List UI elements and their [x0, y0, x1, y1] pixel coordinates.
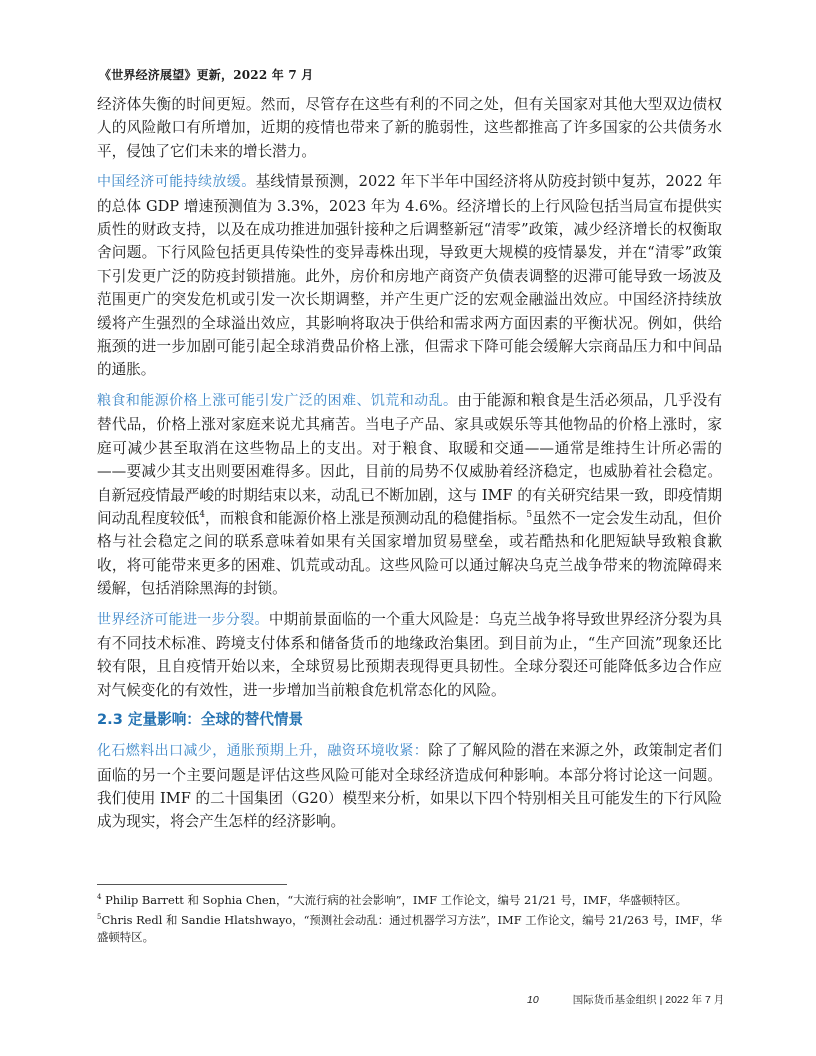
paragraph-text-china: 基线情景预测，2022 年下半年中国经济将从防疫封锁中复苏，2022 年的总体 GDP 增速预测值为 3.3%，2023 年为 4.6%。经济增长的上行风险包括当局宣布提供实质性的财政支持，以及在成功推进加强针接种之后调整新冠“清零”政策，减少经济增长的权衡取舍问题。下行风险包括更具传染性的变异毒株出现，导致更大规模的疫情暴发，并在“清零”政策下引发更广泛的防疫封锁措施。此外，房价和房地产商资产负债表调整的迟滞可能导致一场波及范围更广的突发危机或引发一次长期调整，并产生更广泛的宏观金融溢出效应。中国经济持续放缓将产生强烈的全球溢出效应，其影响将取决于供给和需求两方面因素的平衡状况。例如，供给瓶颈的进一步加剧可能引起全球消费品价格上涨，但需求下降可能会缓解大宗商品压力和中间品的通胀。: [97, 173, 722, 379]
paragraph-fossil-fuel: [97, 739, 722, 834]
paragraph-text-food-energy-c: 虽然不一定会发生动乱，但价格与社会稳定之间的联系意味着如果有关国家增加贸易壁垒，或若酷热和化肥短缺导致粮食歉收，将可能带来更多的困难、饥荒或动乱。这些风险可以通过解决乌克兰战争带来的物流障碍来缓解，包括消除黑海的封锁。: [97, 509, 722, 598]
paragraph-text-food-energy-b: ，而粮食和能源价格上涨是预测动乱的稳健指标。: [204, 509, 527, 527]
paragraph-fragmentation: [97, 608, 722, 703]
footnote-ref-4[interactable]: 4: [199, 510, 205, 521]
page-footer: [527, 992, 724, 1007]
footnote-4: [97, 892, 722, 910]
paragraph-text-food-energy-a: 由于能源和粮食是生活必须品，几乎没有替代品，价格上涨对家庭来说尤其痛苦。当电子产品、家具或娱乐等其他物品的价格上涨时，家庭可减少甚至取消在这些物品上的支出。对于粮食、取暖和交通——通常是维持生计所必需的——要减少其支出则要困难得多。因此，目前的局势不仅威胁着经济稳定，也威胁着社会稳定。自新冠疫情最严峻的时期结束以来，动乱已不断加剧，这与 IMF 的有关研究结果一致，即疫情期间动乱程度较低: [97, 391, 722, 527]
footnote-number-4: 4: [97, 893, 102, 902]
paragraph-food-energy: [97, 389, 722, 601]
body-text: [97, 93, 722, 841]
paragraph-china: [97, 170, 722, 382]
footnote-5: [97, 912, 722, 947]
page-number: 10: [527, 994, 539, 1006]
footnote-ref-5[interactable]: 5: [526, 510, 533, 521]
footnote-divider: [97, 884, 287, 885]
footnote-text-5: Chris Redl 和 Sandie Hlatshwayo，“预测社会动乱：通过机器学习方法”，IMF 工作论文，编号 21/263 号，IMF，华盛顿特区。: [97, 912, 722, 945]
running-header: 《世界经济展望》更新，2022 年 7 月: [99, 68, 314, 82]
paragraph-lead-fossil-fuel: 化石燃料出口减少，通胀预期上升，融资环境收紧：: [97, 743, 429, 760]
paragraph-lead-china: 中国经济可能持续放缓。: [97, 174, 256, 191]
section-heading: 2.3 定量影响：全球的替代情景: [97, 711, 304, 729]
paragraph-lead-fragmentation: 世界经济可能进一步分裂。: [97, 611, 269, 628]
footnote-text-4: Philip Barrett 和 Sophia Chen，“大流行病的社会影响”，IMF 工作论文，编号 21/21 号，IMF，华盛顿特区。: [105, 893, 688, 907]
paragraph-text-fossil-fuel: 除了了解风险的潜在来源之外，政策制定者们面临的另一个主要问题是评估这些风险可能对全球经济造成何种影响。本部分将讨论这一问题。我们使用 IMF 的二十国集团（G20）模型来分析，如果以下四个特别相关且可能发生的下行风险成为现实，将会产生怎样的经济影响。: [97, 742, 722, 831]
paragraph-text-fragmentation: 中期前景面临的一个重大风险是：乌克兰战争将导致世界经济分裂为具有不同技术标准、跨境支付体系和储备货币的地缘政治集团。到目前为止，“生产回流”现象还比较有限，且自疫情开始以来，全球贸易比预期表现得更具韧性。全球分裂还可能降低多边合作应对气候变化的有效性，进一步增加当前粮食危机常态化的风险。: [97, 610, 722, 699]
footer-text: 国际货币基金组织 | 2022 年 7 月: [572, 994, 725, 1006]
footnote-number-5: 5: [97, 912, 102, 921]
footnotes: [97, 892, 722, 949]
paragraph-intro: 经济体失衡的时间更短。然而，尽管存在这些有利的不同之处，但有关国家对其他大型双边债权人的风险敞口有所增加，近期的疫情也带来了新的脆弱性，这些都推高了许多国家的公共债务水平，侵蚀了它们未来的增长潜力。: [97, 96, 722, 160]
paragraph-lead-food-energy: 粮食和能源价格上涨可能引发广泛的困难、饥荒和动乱。: [97, 392, 458, 409]
